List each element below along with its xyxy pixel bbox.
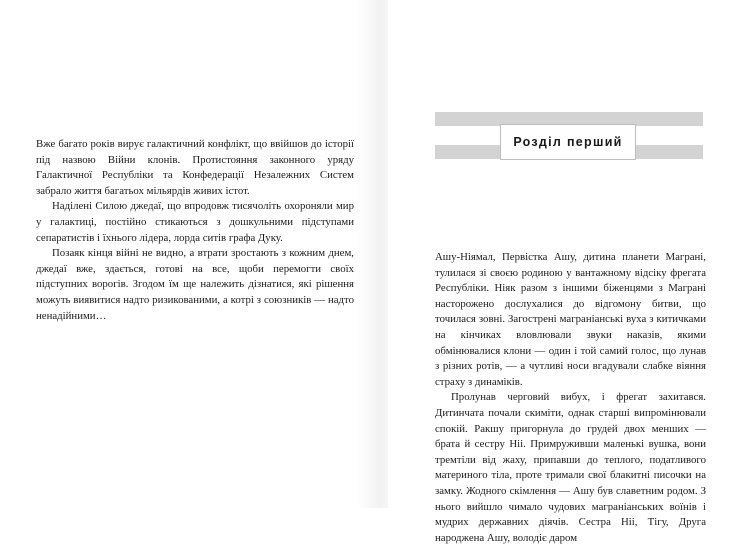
- left-page: [0, 0, 388, 508]
- right-page: [388, 0, 750, 544]
- chapter-title-box: [500, 124, 636, 160]
- prologue-paragraph-3: Позаяк кінця війні не видно, а втрати зростають з кожним днем, джедаї вже, здається, готові на все, щоби перемогти своїх підступних ворогів. Згодом їм ще належить дізнатися, які рішення можуть виявитися надто ризикованими, а котрі з союзників — надто ненадійними…: [36, 247, 354, 322]
- prologue-paragraph-2: Наділені Силою джедаї, що впродовж тисячоліть охороняли мир у галактиці, постійно стикаються з дошкульними підступами сепаратистів і їхнього лідера, лорда ситів графа Дуку.: [36, 200, 354, 244]
- prologue-text: [36, 137, 354, 324]
- chapter-body-text: [435, 250, 706, 546]
- chapter-paragraph-2: Пролунав черговий вибух, і фрегат захитався. Дитинчата почали скиміти, однак старші випромінювали спокій. Ракшу пригорнула до грудей двох менших — брата й сестру Ніі. Примруживши маленькі вушка, вони тремтіли від жаху, припавши до теплого, податливого материного тіла, проте тримали свої блакитні писочки на замку. Жодного скімлення — Ашу був славетним родом. З нього вийшло чимало чудових маграніанських воїнів і мудрих державних діячів. Сестра Ніі, Тігу, Друга народжена Ашу, володіє даром: [435, 391, 706, 544]
- chapter-title: Розділ перший: [513, 135, 623, 149]
- prologue-paragraph-1: Вже багато років вирує галактичний конфлікт, що ввійшов до історії під назвою Війни клонів. Протистояння законного уряду Галактичної Республіки та Конфедерації Незалежних Систем забрало життя багатьох мільярдів живих істот.: [36, 138, 354, 197]
- chapter-heading: [435, 112, 703, 174]
- chapter-paragraph-1: Ашу-Ніямал, Первістка Ашу, дитина планети Маграні, тулилася зі своєю родиною у вантажному відсіку фрегата Республіки. Ніяк разом з іншими біженцями з Маграні насторожено дослухалися до відгомону битви, що точилася зовні. Загострені маграніанські вуха з китичками на кінчиках вловлювали звуки наказів, якими обмінювалися клони — один і той самий голос, що лунав з різних ротів, — а чутливі носи вгадували слабке віяння страху з динаміків.: [435, 251, 706, 388]
